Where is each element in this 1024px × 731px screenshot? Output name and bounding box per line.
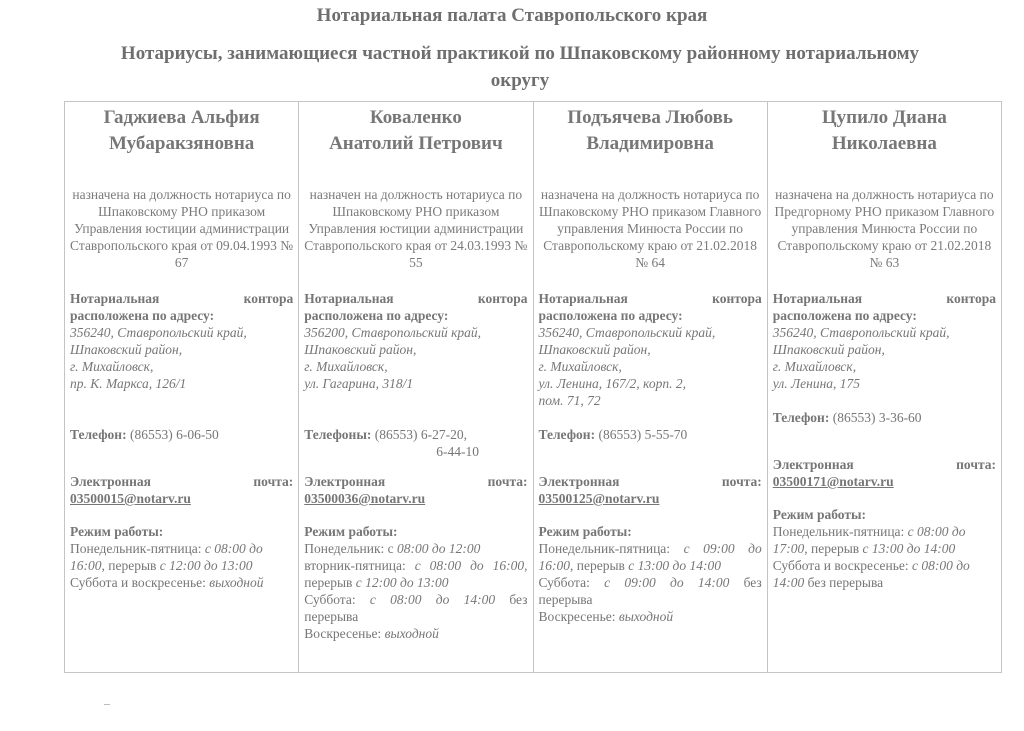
email-link[interactable]: 03500171@notarv.ru [772, 474, 894, 489]
email-label: Электронная почта: [70, 474, 294, 489]
office-label: Нотариальная контора [772, 291, 996, 306]
phone-block [773, 409, 996, 426]
hours-label: Режим работы: [304, 524, 398, 539]
notary-card-4 [767, 102, 1001, 673]
address-line: Шпаковский район, [304, 342, 417, 357]
address-line: пр. К. Маркса, 126/1 [70, 376, 187, 391]
office-label-cont: расположена по адресу: [304, 308, 449, 323]
address-line: г. Михайловск, [70, 359, 154, 374]
hours-label: Режим работы: [772, 507, 867, 522]
phone-label: Телефон: [70, 427, 127, 442]
schedule-line: Суббота и воскресенье: с 08:00 до 14:00 без перерыва [772, 558, 970, 590]
phone-block [304, 426, 527, 460]
address-line: г. Михайловск, [538, 359, 622, 374]
office-label: Нотариальная контора [70, 291, 294, 306]
notary-name-line1: Коваленко [369, 107, 462, 128]
address-line: 356240, Ставропольский край, [772, 325, 950, 340]
notary-card-3 [533, 102, 767, 673]
notary-card-2 [299, 102, 533, 673]
office-address-block [304, 290, 527, 392]
email-block [773, 456, 996, 490]
schedule-block [773, 506, 996, 591]
office-label-cont: расположена по адресу: [772, 308, 917, 323]
office-address-block [539, 290, 762, 409]
phone-value-2: 6-44-10 [436, 444, 479, 459]
address-line: ул. Ленина, 175 [772, 376, 861, 391]
schedule-line: Понедельник-пятница: с 09:00 до 16:00, перерыв с 13:00 до 14:00 [538, 541, 762, 573]
notary-name-line2: Анатолий Петрович [329, 133, 503, 154]
office-address-block [70, 290, 293, 392]
phone-label: Телефон: [538, 427, 596, 442]
address-line: пом. 71, 72 [538, 393, 601, 408]
phone-value: (86553) 3-36-60 [832, 410, 922, 425]
schedule-line: Суббота: с 08:00 до 14:00 без перерыва [304, 592, 528, 624]
notary-name-line2: Николаевна [831, 133, 937, 154]
office-address-block [773, 290, 996, 392]
notary-name-line1: Подъячева Любовь [567, 107, 733, 128]
email-block [304, 473, 527, 507]
scan-mark [104, 704, 110, 705]
address-line: 356200, Ставропольский край, [304, 325, 482, 340]
schedule-block [304, 523, 527, 642]
schedule-line: Воскресенье: выходной [538, 609, 674, 624]
notary-name-line2: Мубаракзяновна [108, 133, 255, 154]
email-label: Электронная почта: [772, 457, 996, 472]
appointment-text: назначена на должность нотариуса по Шпаковскому РНО приказом Главного управления Минюста России по Ставропольскому краю от 21.02.2018 № 64 [539, 187, 762, 270]
notary-name [773, 105, 996, 163]
address-line: ул. Гагарина, 318/1 [304, 376, 414, 391]
address-line: 356240, Ставропольский край, [538, 325, 716, 340]
schedule-block [70, 523, 293, 591]
notary-name [70, 105, 293, 163]
address-line: 356240, Ставропольский край, [70, 325, 247, 340]
email-block [539, 473, 762, 507]
appointment-text: назначен на должность нотариуса по Шпаковскому РНО приказом Управления юстиции администрации Ставропольского края от 24.03.1993 № 55 [304, 187, 528, 270]
address-line: г. Михайловск, [304, 359, 388, 374]
email-link[interactable]: 03500125@notarv.ru [538, 491, 660, 506]
schedule-line: вторник-пятница: с 08:00 до 16:00, перерыв с 12:00 до 13:00 [304, 558, 528, 590]
phone-block [70, 426, 293, 443]
email-link[interactable]: 03500015@notarv.ru [70, 491, 191, 506]
phone-label: Телефон: [772, 410, 830, 425]
schedule-line: Понедельник-пятница: с 08:00 до 16:00, перерыв с 12:00 до 13:00 [70, 541, 263, 573]
office-label: Нотариальная контора [538, 291, 762, 306]
phone-label: Телефоны: [304, 427, 372, 442]
page-title: Нотариальная палата Ставропольского края [316, 5, 708, 26]
notaries-table [64, 101, 1002, 673]
office-label-cont: расположена по адресу: [70, 308, 215, 323]
schedule-line: Понедельник: с 08:00 до 12:00 [304, 541, 481, 556]
office-label-cont: расположена по адресу: [538, 308, 683, 323]
page-subtitle: Нотариусы, занимающиеся частной практикой по Шпаковскому районному нотариальному округу [120, 43, 920, 91]
notary-card-1 [65, 102, 299, 673]
address-line: ул. Ленина, 167/2, корп. 2, [538, 376, 686, 391]
schedule-line: Суббота: с 09:00 до 14:00 без перерыва [538, 575, 762, 607]
notary-name [539, 105, 762, 163]
notary-name [304, 105, 527, 163]
hours-label: Режим работы: [538, 524, 632, 539]
phone-block [539, 426, 762, 443]
appointment-text: назначена на должность нотариуса по Предгорному РНО приказом Главного управления Минюста России по Ставропольскому краю от 21.02.2018 № 63 [774, 187, 995, 270]
email-label: Электронная почта: [538, 474, 762, 489]
address-line: Шпаковский район, [772, 342, 885, 357]
phone-value: (86553) 6-06-50 [129, 427, 219, 442]
schedule-line: Воскресенье: выходной [304, 626, 439, 641]
email-label: Электронная почта: [304, 474, 528, 489]
notary-name-line2: Владимировна [586, 133, 714, 154]
email-link[interactable]: 03500036@notarv.ru [304, 491, 426, 506]
address-line: Шпаковский район, [538, 342, 651, 357]
address-line: Шпаковский район, [70, 342, 183, 357]
notaries-row [65, 102, 1002, 673]
phone-value: (86553) 5-55-70 [598, 427, 688, 442]
address-line: г. Михайловск, [772, 359, 857, 374]
notary-name-line1: Цупило Диана [821, 107, 947, 128]
schedule-line: Суббота и воскресенье: выходной [70, 575, 264, 590]
hours-label: Режим работы: [70, 524, 164, 539]
appointment-text: назначена на должность нотариуса по Шпаковскому РНО приказом Управления юстиции администрации Ставропольского края от 09.04.1993 № 67 [70, 187, 294, 270]
office-label: Нотариальная контора [304, 291, 528, 306]
phone-value: (86553) 6-27-20, [374, 427, 467, 442]
schedule-line: Понедельник-пятница: с 08:00 до 17:00, перерыв с 13:00 до 14:00 [772, 524, 966, 556]
email-block [70, 473, 293, 507]
schedule-block [539, 523, 762, 625]
notary-name-line1: Гаджиева Альфия [103, 107, 260, 128]
